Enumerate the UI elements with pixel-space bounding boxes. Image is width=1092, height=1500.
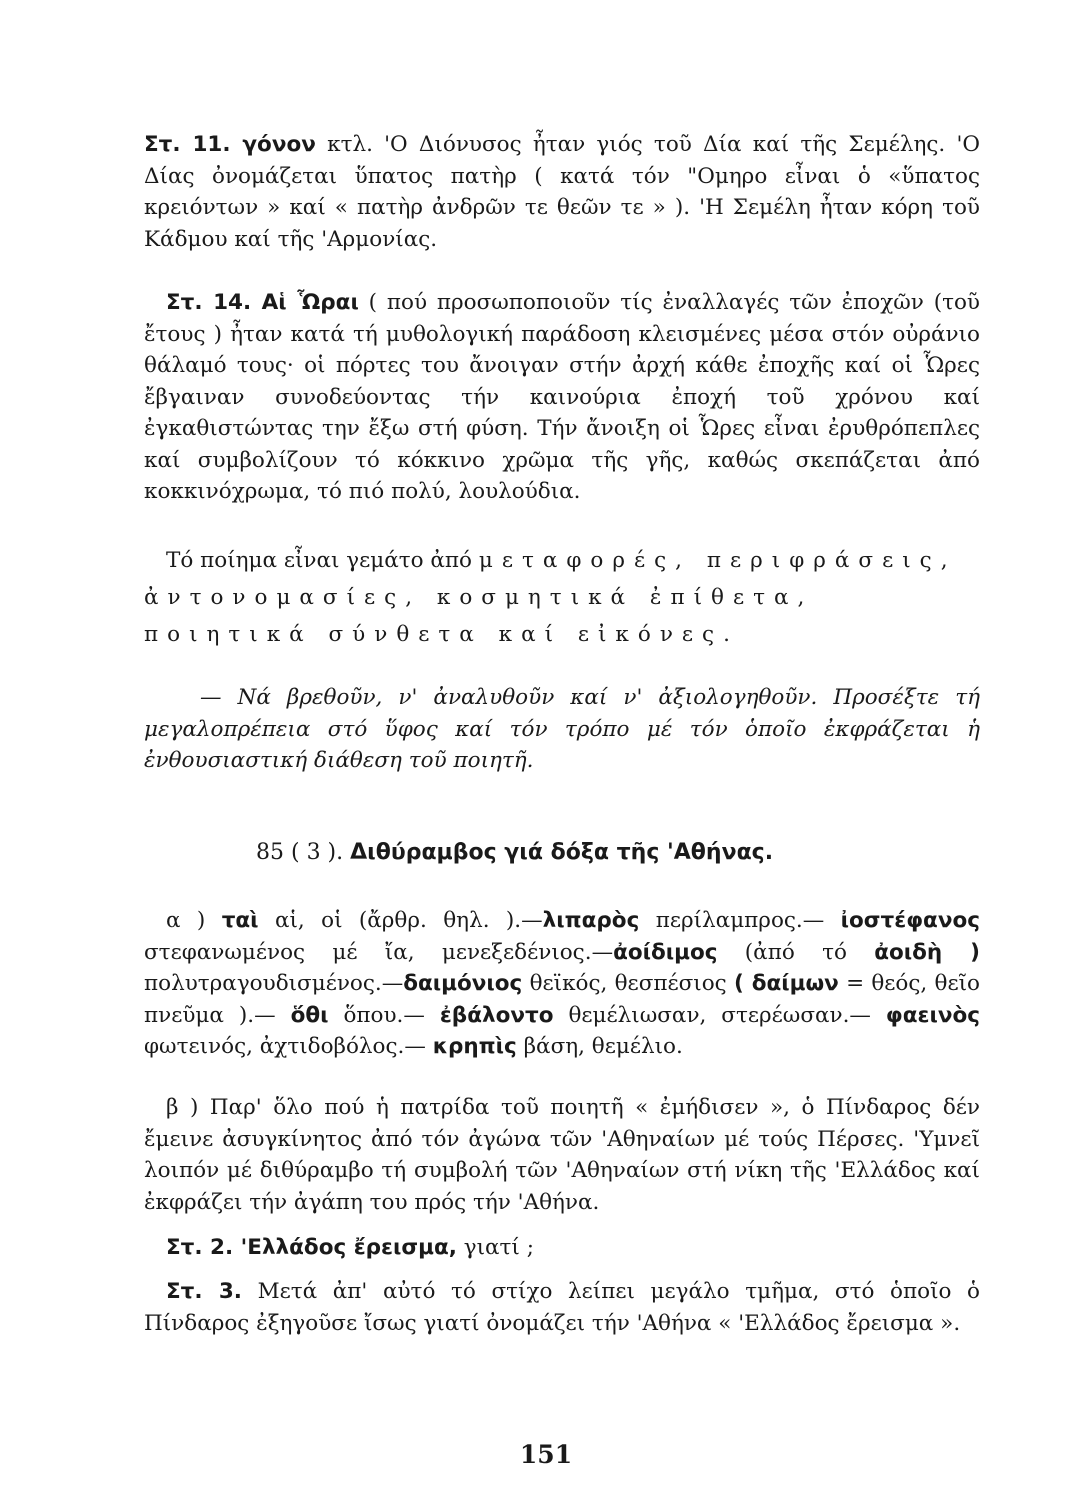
verse-ref: Στ. 2. 'Ελλάδος ἔρεισμα, [166,1235,457,1260]
glossary-term: λιπαρὸς [542,908,640,933]
note-text: ( πού προσωποποιοῦν τίς ἐναλλαγές τῶν ἐποχῶν (τοῦ ἔτους ) ἦταν κατά τή μυθολογική παράδοση κλεισμένες μέσα στόν οὐράνιο θάλαμό τους· οἱ πόρτες του ἄνοιγαν στήν ἀρχή κάθε ἐποχῆς καί οἱ Ὧρες ἔβγαιναν συνοδεύοντας τήν καινούρια ἐποχή τοῦ χρόνου καί ἐγκαθιστώντας την ἔξω στή φύση. Τήν ἄνοιξη οἱ Ὧρες εἶναι ἐρυθρόπεπλες καί συμβολίζουν τό κόκκινο χρῶμα τῆς γῆς, καθώς σκεπάζεται ἀπό κοκκινόχρωμα, τό πιό πολύ, λουλούδια. [144,290,980,504]
note-verse-11 [144,129,980,255]
exercise-text: — Νά βρεθοῦν, ν' ἀναλυθοῦν καί ν' ἀξιολογηθοῦν. Προσέξτε τή μεγαλοπρέπεια στό ὕφος καί τόν τρόπο μέ τόν ὁποῖο ἐκφράζεται ἡ ἐνθουσιαστική διάθεση τοῦ ποιητῆ. [144,685,980,773]
note-text: γιατί ; [456,1235,534,1260]
commentary-paragraph [144,1092,980,1218]
figures-of-speech-paragraph [144,542,980,653]
paragraph-text: Τό ποίημα εἶναι γεμάτο ἀπό [166,548,479,573]
glossary-term: ἀοιδὴ ) [874,939,981,965]
glossary-label: α ) [166,908,222,933]
section-title: Διθύραμβος γιά δόξα τῆς 'Αθήνας. [350,840,774,865]
note-text: Μετά ἀπ' αὐτό τό στίχο λείπει μεγάλο τμῆμα, στό ὁποῖο ὁ Πίνδαρος ἐξηγοῦσε ἴσως γιατί ὀνομάζει τήν 'Αθήνα « 'Ελλάδος ἔρεισμα ». [144,1279,981,1336]
note-text: κτλ. 'Ο Διόνυσος ἦταν γιός τοῦ Δία καί τῆς Σεμέλης. 'Ο Δίας ὀνομάζεται ὕπατος πατὴρ ( κατά τόν "Ομηρο εἶναι ὁ «ὕπατος κρειόντων » καί « πατὴρ ἀνδρῶν τε θεῶν τε » ). 'Η Σεμέλη ἦταν κόρη τοῦ Κάδμου καί τῆς 'Αρμονίας. [144,132,981,252]
note-verse-3 [144,1276,980,1339]
glossary-def: βάση, θεμέλιο. [516,1034,683,1059]
glossary-term: ἀοίδιμος [613,939,718,965]
glossary-def: πολυτραγουδισμένος.— [144,971,404,996]
page-number: 151 [519,1440,573,1469]
glossary-term: ἰοστέφανος [840,908,980,933]
note-verse-14 [144,287,980,508]
exercise-prompt [144,682,980,777]
glossary-def: ὅπου.— [328,1002,440,1028]
note-verse-2 [144,1232,980,1264]
glossary-paragraph [144,905,980,1063]
verse-ref: Στ. 11. γόνον [144,132,316,157]
glossary-term: δαιμόνιος [403,971,523,996]
glossary-def: αἱ, οἱ (ἄρθρ. θηλ. ).— [258,908,543,933]
glossary-def: περίλαμπρος.— [639,908,841,933]
spaced-terms: μεταφορές, περιφράσεις, ἀντονομασίες, κοσμητικά ἐπίθετα, ποιητικά σύνθετα καί εἰκόνες. [144,548,957,647]
glossary-def: (ἀπό τό [717,939,875,965]
glossary-term: φαεινὸς [885,1002,980,1028]
section-heading [256,840,773,865]
section-number: 85 ( 3 ). [256,840,351,865]
glossary-term: ταὶ [221,908,259,933]
glossary-def: = θεός, θεῖο πνεῦμα ).— [144,971,980,1028]
glossary-term: κρηπὶς [432,1034,517,1059]
glossary-def: θεϊκός, θεσπέσιος [522,971,734,996]
glossary-def: φωτεινός, ἀχτιδοβόλος.— [144,1034,433,1059]
glossary-def: στεφανωμένος μέ ἴα, μενεξεδένιος.— [144,939,614,965]
verse-ref: Στ. 14. Αἱ Ὧραι [166,290,359,315]
commentary-text: β ) Παρ' ὅλο πού ἡ πατρίδα τοῦ ποιητῆ « ἐμήδισεν », ὁ Πίνδαρος δέν ἔμεινε ἀσυγκίνητος ἀπό τόν ἀγώνα τῶν 'Αθηναίων μέ τούς Πέρσες. 'Υμνεῖ λοιπόν μέ διθύραμβο τή συμβολή τῶν 'Αθηναίων στή νίκη τῆς 'Ελλάδος καί ἐκφράζει τήν ἀγάπη του πρός τήν 'Αθήνα. [144,1095,980,1215]
glossary-term: ἐβάλοντο [439,1002,554,1028]
verse-ref: Στ. 3. [166,1279,242,1304]
glossary-term: ὅθι [290,1002,329,1028]
glossary-def: θεμέλιωσαν, στερέωσαν.— [553,1002,886,1028]
glossary-term: ( δαίμων [734,971,839,996]
